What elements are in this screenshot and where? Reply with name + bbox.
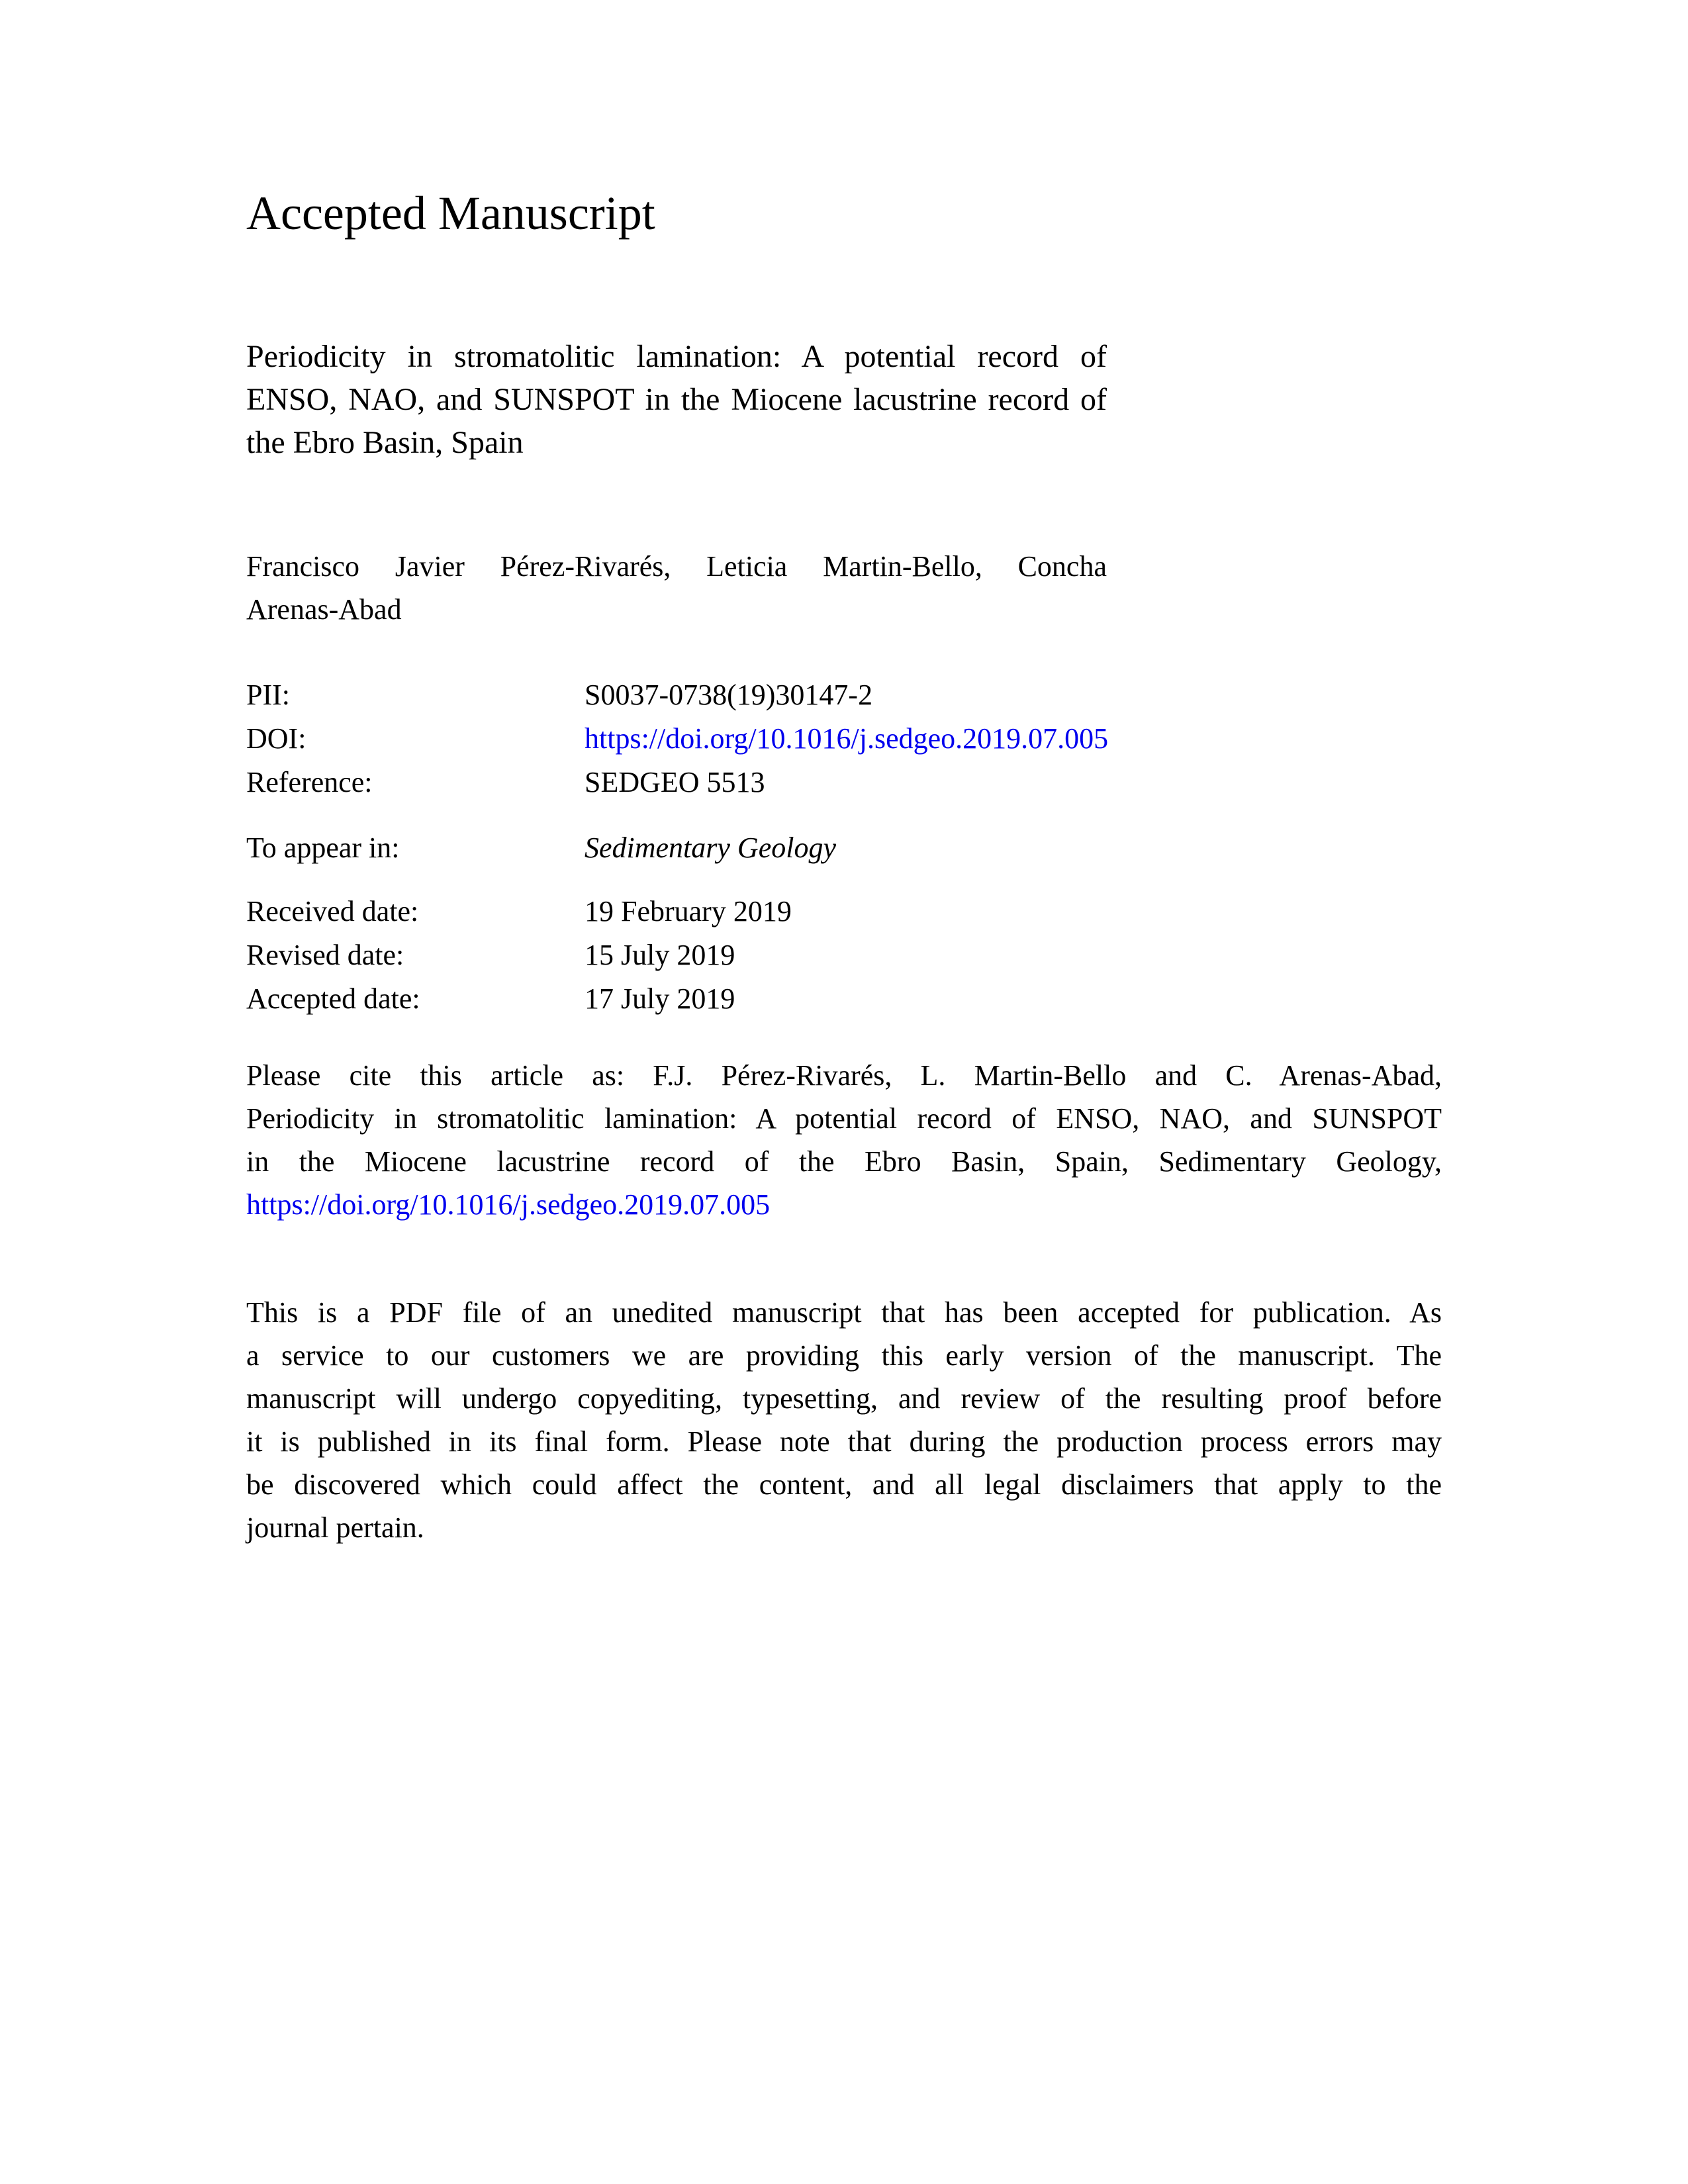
citation-doi-link[interactable]: https://doi.org/10.1016/j.sedgeo.2019.07.005 xyxy=(246,1188,771,1221)
metadata-row-doi xyxy=(246,717,1442,761)
metadata-row-revised-date xyxy=(246,933,1442,977)
accepted-date-label: Accepted date: xyxy=(246,982,420,1015)
citation-line: in the Miocene lacustrine record of the Ebro Basin, Spain, Sedimentary Geology, xyxy=(246,1145,1442,1178)
metadata-table xyxy=(246,673,1442,1021)
reference-label: Reference: xyxy=(246,766,373,798)
authors-line: Francisco Javier Pérez-Rivarés, Leticia Martin-Bello, Concha xyxy=(246,550,1107,583)
pii-value: S0037-0738(19)30147-2 xyxy=(585,679,873,711)
article-title-line: Periodicity in stromatolitic lamination: A potential record of xyxy=(246,339,1107,374)
doi-label: DOI: xyxy=(246,722,306,755)
metadata-row-pii xyxy=(246,673,1442,717)
disclaimer-line: journal pertain. xyxy=(246,1511,424,1544)
metadata-row-reference xyxy=(246,761,1442,804)
article-title-line: ENSO, NAO, and SUNSPOT in the Miocene lacustrine record of xyxy=(246,382,1107,417)
received-date-label: Received date: xyxy=(246,895,419,927)
journal-name: Sedimentary Geology xyxy=(585,831,836,864)
disclaimer-line: it is published in its final form. Please note that during the production process errors may xyxy=(246,1425,1442,1458)
metadata-row-received-date xyxy=(246,890,1442,933)
disclaimer-line: manuscript will undergo copyediting, typesetting, and review of the resulting proof before xyxy=(246,1382,1442,1415)
disclaimer-paragraph xyxy=(246,1291,1442,1549)
accepted-manuscript-heading: Accepted Manuscript xyxy=(246,187,655,240)
citation-line: Please cite this article as: F.J. Pérez-Rivarés, L. Martin-Bello and C. Arenas-Abad, xyxy=(246,1059,1442,1092)
authors-line: Arenas-Abad xyxy=(246,593,402,626)
accepted-date-value: 17 July 2019 xyxy=(585,982,735,1015)
reference-value: SEDGEO 5513 xyxy=(585,766,765,798)
disclaimer-line: be discovered which could affect the content, and all legal disclaimers that apply to the xyxy=(246,1468,1442,1501)
article-title-line: the Ebro Basin, Spain xyxy=(246,425,524,460)
citation-line: Periodicity in stromatolitic lamination: A potential record of ENSO, NAO, and SUNSPOT xyxy=(246,1102,1442,1135)
metadata-row-to-appear-in xyxy=(246,826,1442,870)
metadata-row-accepted-date xyxy=(246,977,1442,1021)
disclaimer-line: a service to our customers we are providing this early version of the manuscript. The xyxy=(246,1339,1442,1372)
article-title xyxy=(246,335,1107,464)
manuscript-cover-page xyxy=(246,0,1442,1549)
authors xyxy=(246,545,1107,631)
revised-date-label: Revised date: xyxy=(246,939,404,971)
received-date-value: 19 February 2019 xyxy=(585,895,792,927)
to-appear-in-label: To appear in: xyxy=(246,831,400,864)
citation-paragraph xyxy=(246,1054,1442,1226)
disclaimer-line: This is a PDF file of an unedited manuscript that has been accepted for publication. As xyxy=(246,1296,1442,1329)
pii-label: PII: xyxy=(246,679,290,711)
revised-date-value: 15 July 2019 xyxy=(585,939,735,971)
doi-link[interactable]: https://doi.org/10.1016/j.sedgeo.2019.07.005 xyxy=(585,722,1109,755)
